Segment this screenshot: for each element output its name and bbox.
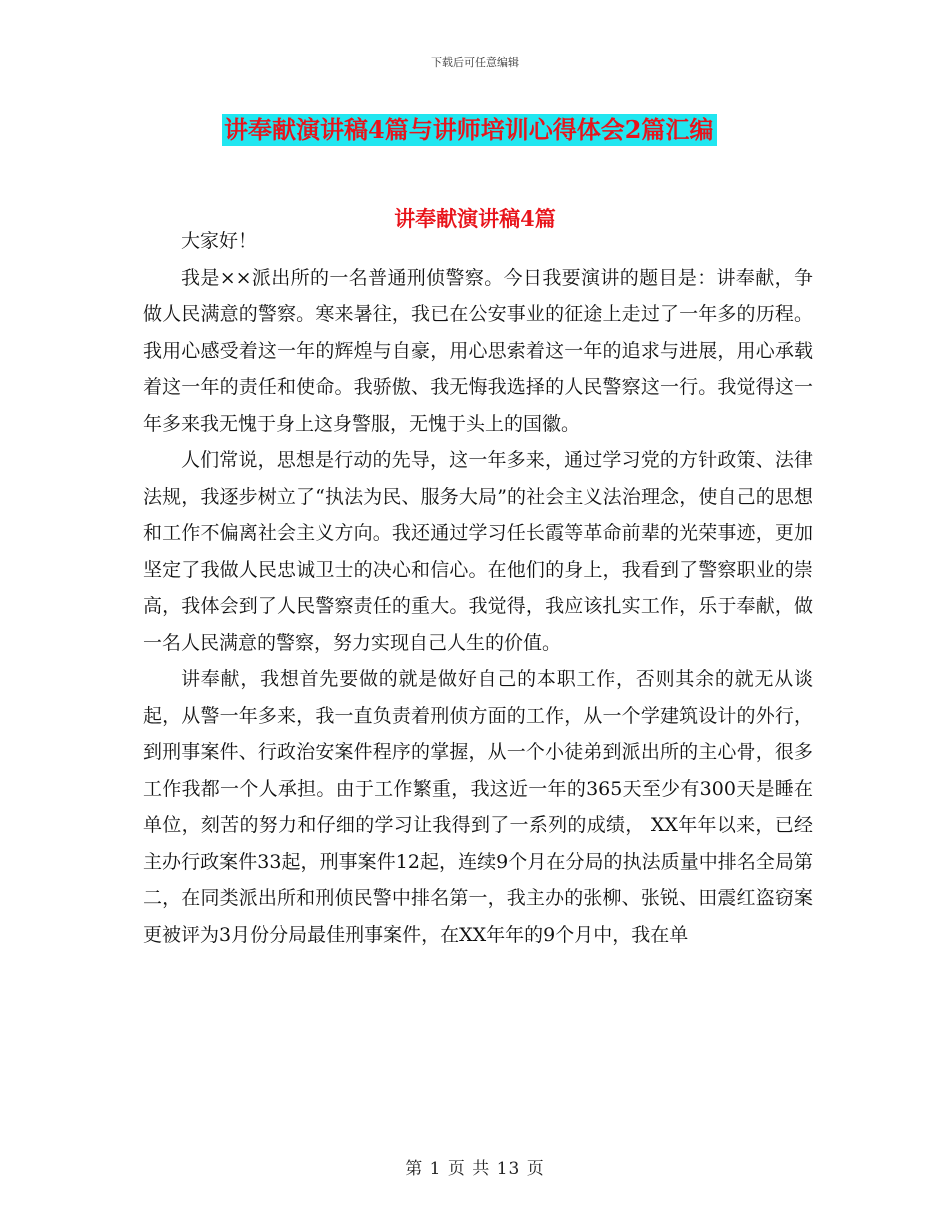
section-title: 讲奉献演讲稿4篇 [394, 206, 556, 231]
header-note: 下载后可任意编辑 [431, 56, 519, 69]
greeting-paragraph: 大家好！ [181, 230, 258, 252]
body-paragraph: 人们常说，思想是行动的先导，这一年多来，通过学习党的方针政策、法律法规，我逐步树立了“执法为民、服务大局”的社会主义法治理念，使自己的思想和工作不偏离社会主义方向。我还通过学习任长霞等革命前辈的光荣事迹，更加坚定了我做人民忠诚卫士的决心和信心。在他们的身上，我看到了警察职业的崇高，我体会到了人民警察责任的重大。我觉得，我应该扎实工作，乐于奉献，做一名人民满意的警察，努力实现自己人生的价值。 [143, 449, 813, 654]
body-paragraph: 讲奉献，我想首先要做的就是做好自己的本职工作，否则其余的就无从谈起，从警一年多来，我一直负责着刑侦方面的工作，从一个学建筑设计的外行，到刑事案件、行政治安案件程序的掌握，从一个小徒弟到派出所的主心骨，很多工作我都一个人承担。由于工作繁重，我这近一年的365天至少有300天是睡在单位，刻苦的努力和仔细的学习让我得到了一系列的成绩， XX年年以来，已经主办行政案件33起，刑事案件12起，连续9个月在分局的执法质量中排名全局第二，在同类派出所和刑侦民警中排名第一，我主办的张柳、张锐、田震红盗窃案更被评为3月份分局最佳刑事案件，在XX年年的9个月中，我在单 [143, 668, 813, 946]
body-text [143, 223, 813, 953]
body-paragraph: 我是××派出所的一名普通刑侦警察。今日我要演讲的题目是：讲奉献，争做人民满意的警察。寒来暑往，我已在公安事业的征途上走过了一年多的历程。我用心感受着这一年的辉煌与自豪，用心思索着这一年的追求与进展，用心承载着这一年的责任和使命。我骄傲、我无悔我选择的人民警察这一行。我觉得这一年多来我无愧于身上这身警服，无愧于头上的国徽。 [143, 266, 813, 435]
document-title: 讲奉献演讲稿4篇与讲师培训心得体会2篇汇编 [222, 114, 717, 146]
page-number: 第 1 页 共 13 页 [405, 1159, 545, 1179]
